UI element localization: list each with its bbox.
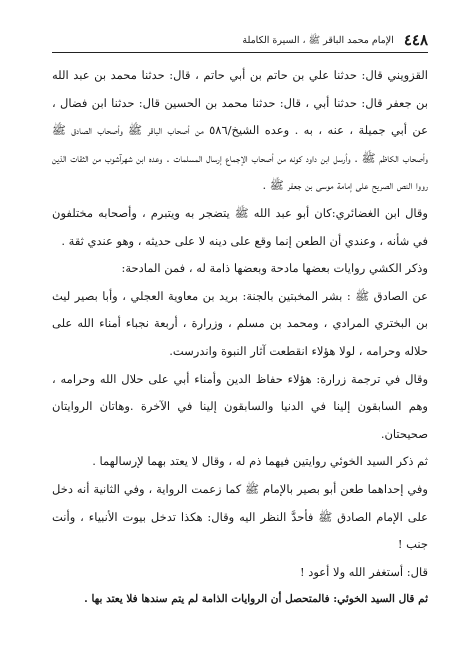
running-title: الإمام محمد الباقر ﷺ ، السيرة الكاملة [242,35,394,46]
paragraph-ibn-ghadairi: وقال ابن الغضائري:كان أبو عبد الله ﷺ يتضجر به ويتبرم ، وأصحابه مختلفون في شأنه ، وعندي أن الطعن إنما وقع على دينه لا على حديثه ، وهو عندي ثقة . [52,205,428,248]
header-divider [52,52,428,53]
paragraph-khoei-two-narrations: ثم ذكر السيد الخوئي روايتين فيهما ذم له ، وقال لا يعتد بهما لإرسالهما . [92,454,428,469]
paragraph-kashshi-narrations: وذكر الكشي روايات بعضها مادحة وبعضها ذامة له ، فمن المادحة: [121,261,428,276]
page-header [52,26,428,50]
paragraph-repentance: قال: أستغفر الله ولا أعود ! [299,564,428,579]
paragraph-zurara-entry: وقال في ترجمة زرارة: هؤلاء حفاظ الدين وأمناء أبي على حلال الله وحرامه ، وهم السابقون إلينا في الدنيا والسابقون إلينا في الآخرة .وهاتان الروايتان صحيحتان. [52,371,428,441]
paragraph-conclusion: ثم قال السيد الخوئي: فالمتحصل أن الروايات الذامة لم يتم سندها فلا يعتد بها . [84,593,428,606]
paragraph-abu-basir-story: وفي إحداهما طعن أبو بصير بالإمام ﷺ كما زعمت الرواية ، وفي الثانية أنه دخل على الإمام الصادق ﷺ فأحدَّ النظر اليه وقال: هكذا تدخل بيوت الأنبياء ، وأنت جنب ! [52,481,428,552]
page-body [52,62,428,614]
paragraph-narrator-chain: القزويني قال: حدثنا علي بن حاتم بن أبي حاتم ، قال: حدثنا محمد بن عبد الله بن جعفر قال: حدثنا أبي ، قال: حدثنا محمد بن الحسين قال: حدثنا ابن فضال ، عن أبي جميلة ، عنه ، به . وعده الشيخ/٥٨٦ من أصحاب الباقر ﷺ وأصحاب الصادق ﷺ وأصحاب الكاظم ﷺ . وأرسل ابن داود كونه من أصحاب الإجماع إرسال المسلمات . وعده ابن شهرآشوب من الثقات الذين رووا النص الصريح على إمامة موسى بن جعفر ﷺ . [52,68,428,193]
paragraph-sadiq-saying: عن الصادق ﷺ : بشر المخبتين بالجنة: بريد بن معاوية العجلي ، وأبا بصير ليث بن البختري المرادي ، ومحمد بن مسلم ، وزرارة ، أربعة نجباء أمناء الله على حلاله وحرامه ، لولا هؤلاء انقطعت آثار النبوة واندرست. [52,288,428,358]
page-number: ٤٤٨ [403,31,428,49]
